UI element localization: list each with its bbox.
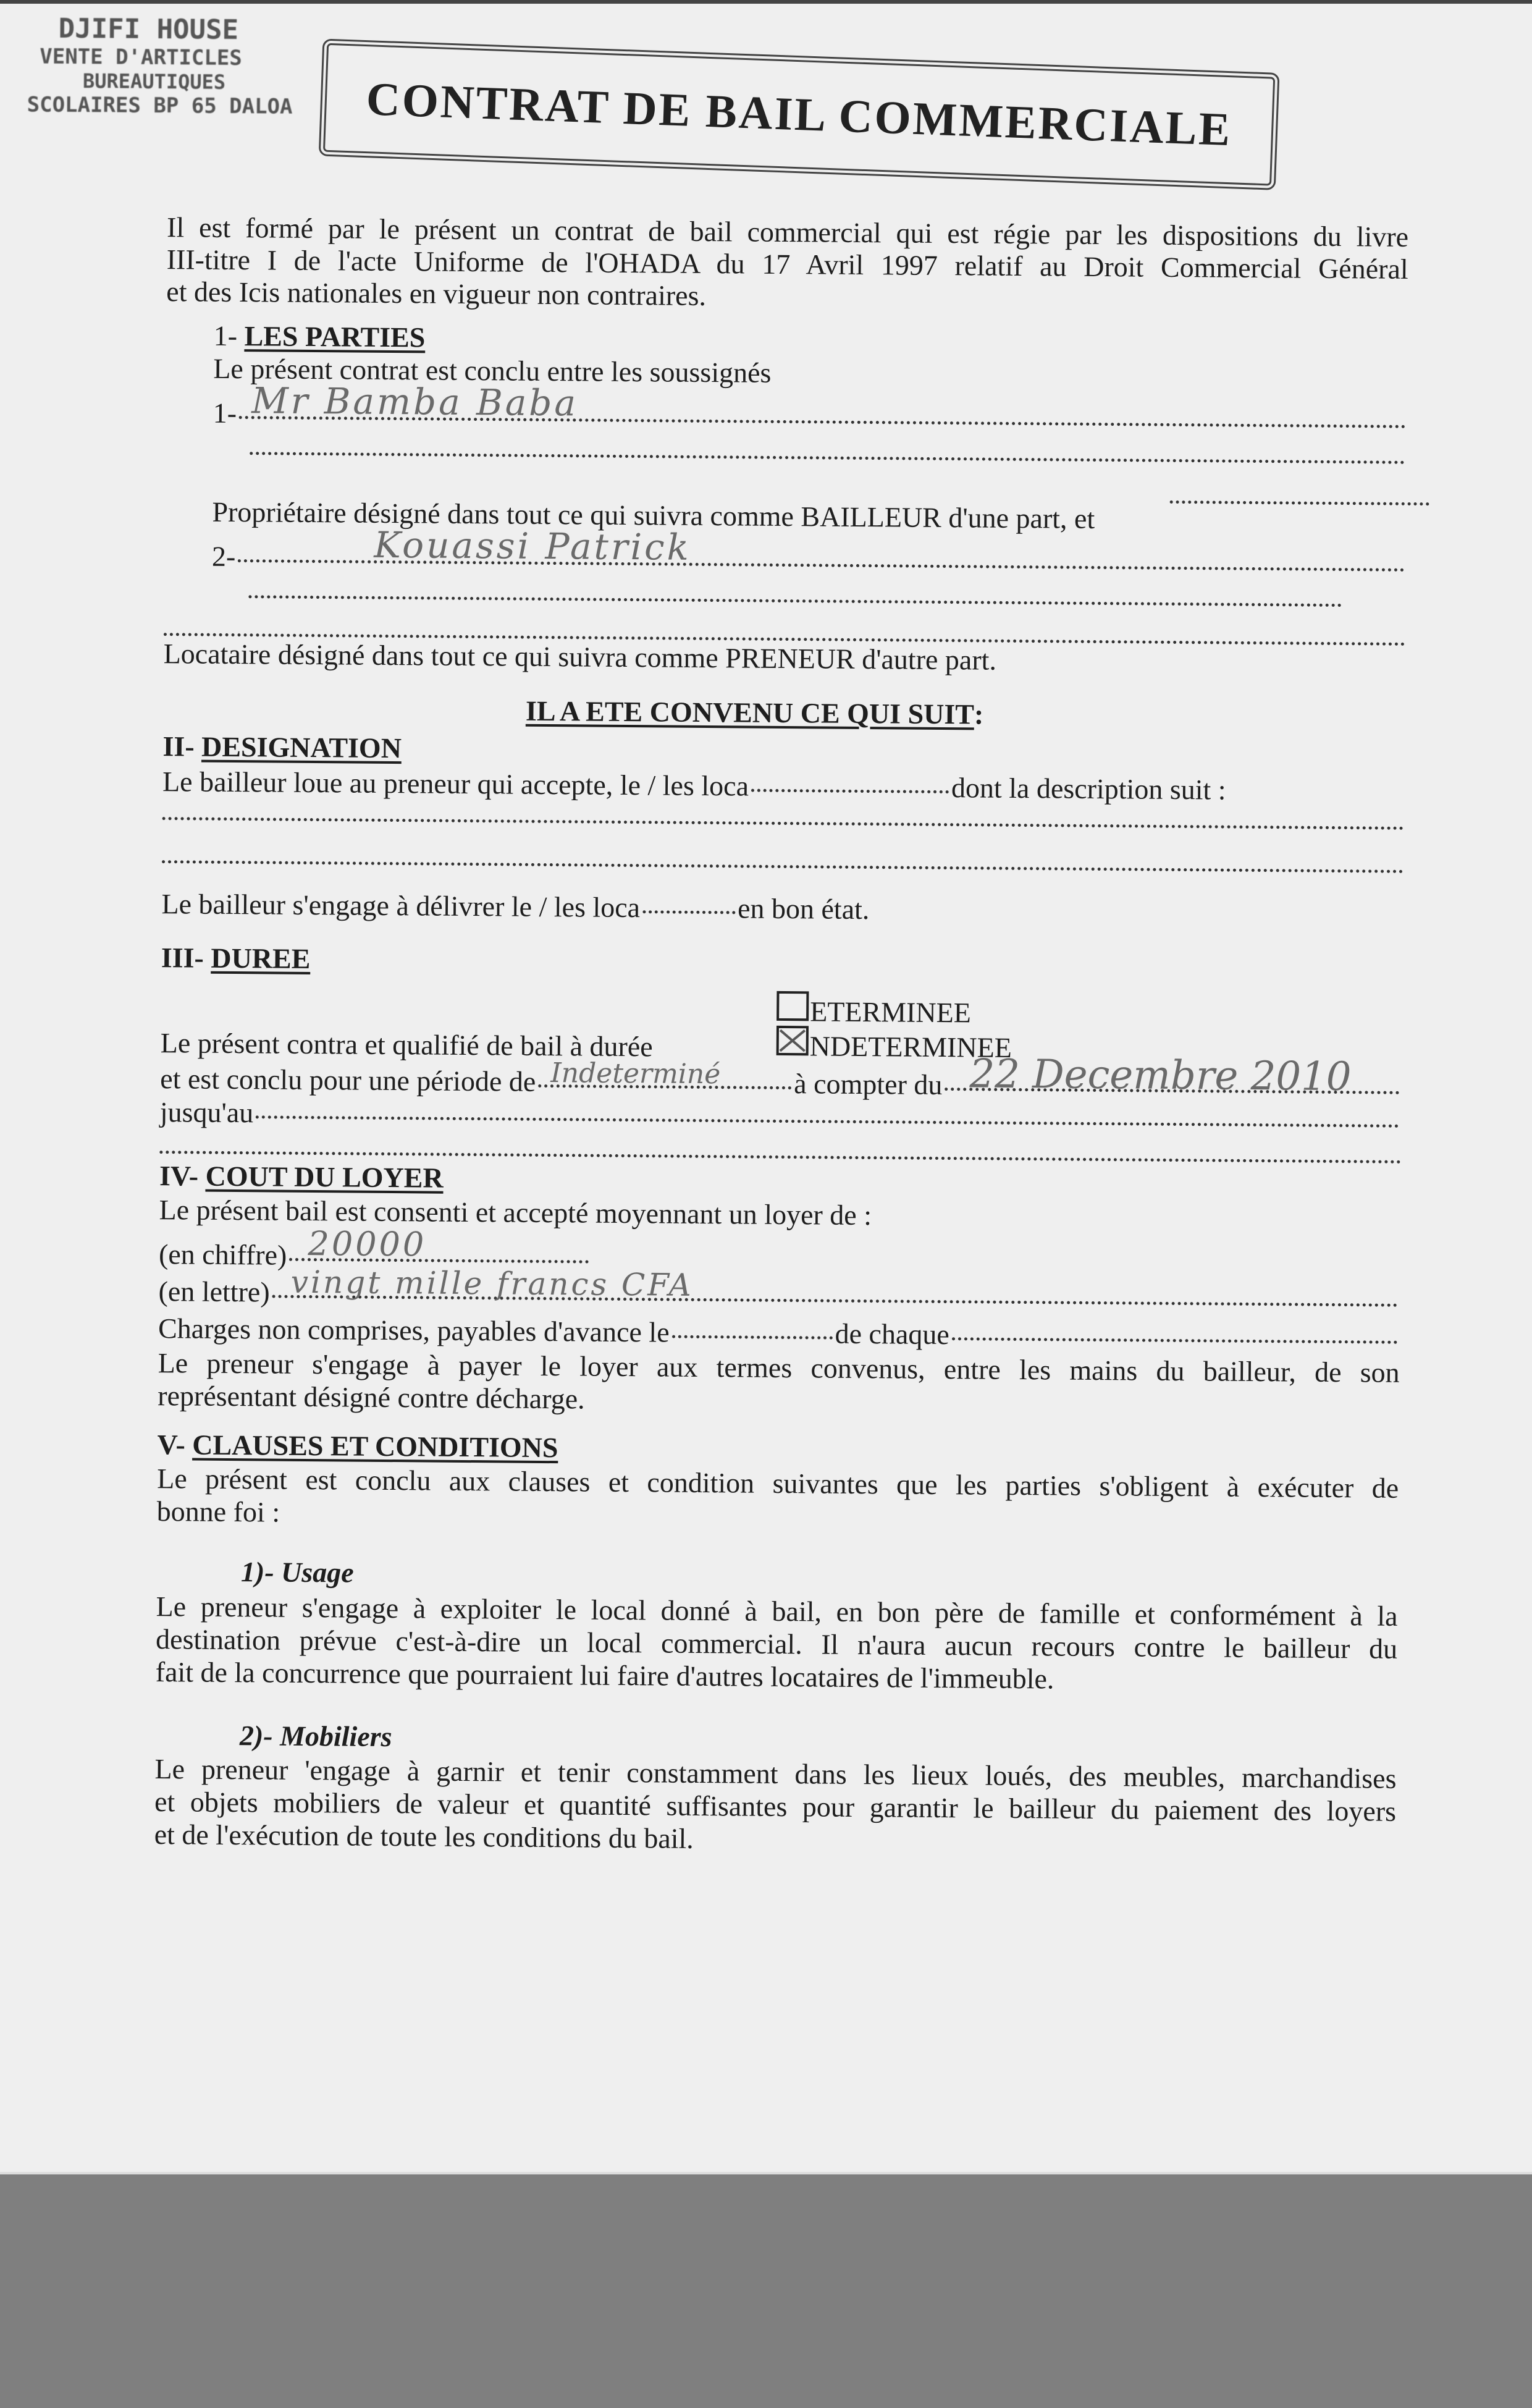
checkbox-indeterminee-checked[interactable] (777, 1026, 809, 1055)
convenu-text: IL A ETE CONVENU CE QUI SUIT (525, 695, 975, 730)
mobiliers-line: et objets mobiliers de valeur et quantité suffisantes pour garantir le bailleur du paiement des loyers (154, 1786, 1397, 1827)
loyer-lettre-field[interactable] (158, 1264, 1400, 1317)
loyer-chiffre-input[interactable] (289, 1223, 589, 1264)
text: Charges non comprises, payables d'avance le (158, 1312, 670, 1348)
page-title: CONTRAT DE BAIL COMMERCIALE (365, 72, 1233, 156)
dotted-line (248, 595, 1342, 607)
clauses-intro: bonne foi : (156, 1495, 280, 1528)
mobiliers-line: Le preneur 'engage à garnir et tenir constamment dans les lieux loués, des meubles, marchandises (154, 1753, 1397, 1794)
party-2-handwriting: Kouassi Patrick (374, 523, 692, 568)
loyer-lettre-handwriting: vingt mille francs CFA (290, 1264, 694, 1303)
stamp-line: SCOLAIRES BP 65 DALOA (27, 92, 293, 119)
checkbox-determinee[interactable] (777, 991, 809, 1021)
text: et est conclu pour une période de (160, 1063, 536, 1097)
mobiliers-title: 2)- Mobiliers (239, 1720, 392, 1753)
payment-line: Le preneur s'engage à payer le loyer aux termes convenus, entre les mains du bailleur, de son (158, 1347, 1400, 1388)
preneur-text: Locataire désigné dans tout ce qui suivra comme PRENEUR d'autre part. (163, 638, 997, 676)
payment-line: représentant désigné contre décharge. (158, 1380, 585, 1415)
convenu-colon: : (974, 698, 984, 730)
section-title: COUT DU LOYER (205, 1160, 444, 1194)
party-1-input[interactable] (239, 379, 1406, 428)
section-number: 1- (213, 319, 238, 352)
loyer-lettre-input[interactable] (272, 1264, 1398, 1307)
text: de chaque (835, 1317, 949, 1351)
section-number: II- (162, 730, 195, 763)
stamp-line: BUREAUTIQUES (82, 69, 226, 94)
section-clauses-heading (157, 1429, 558, 1464)
start-date-handwriting: 22 Decembre 2010 (969, 1051, 1352, 1100)
section-number: V- (157, 1429, 185, 1461)
section-number: IV- (159, 1160, 199, 1192)
section-title: LES PARTIES (244, 320, 426, 353)
intro-line: Il est formé par le présent un contrat de bail commercial qui est régie par les dispositions du livre (166, 211, 1409, 253)
start-date-input[interactable] (945, 1051, 1399, 1100)
stamp-line: DJIFI HOUSE (58, 12, 239, 46)
field-label: 2- (211, 540, 236, 573)
bailleur-text: Propriétaire désigné dans tout ce qui suivra comme BAILLEUR d'une part, et (212, 496, 1095, 534)
loyer-line-1: Le présent bail est consenti et accepté moyennant un loyer de : (159, 1194, 872, 1231)
stamp-line: VENTE D'ARTICLES (40, 44, 242, 71)
usage-title: 1)- Usage (240, 1556, 354, 1589)
company-stamp (27, 12, 312, 157)
periode-input[interactable] (538, 1057, 791, 1091)
duree-line-1: Le présent contra et qualifié de bail à durée (160, 1027, 653, 1063)
text: Le bailleur loue au preneur qui accepte, le / les loca (162, 766, 749, 802)
usage-line: destination prévue c'est-à-dire un local commercial. Il n'aura aucun recours contre le bailleur du (155, 1623, 1398, 1665)
title-box (319, 39, 1280, 190)
dotted-line (162, 860, 1404, 873)
dotted-line (1170, 501, 1429, 505)
party-1-handwriting: Mr Bamba Baba (251, 379, 579, 425)
text: à compter du (794, 1068, 943, 1101)
text: dont la description suit : (951, 772, 1226, 806)
option-label: NDETERMINEE (809, 1030, 1012, 1063)
party-1-field[interactable] (213, 379, 1408, 439)
dotted-line (250, 452, 1405, 464)
option-label: ETERMINEE (809, 995, 972, 1029)
section-title: DESIGNATION (201, 730, 402, 764)
mobiliers-line: et de l'exécution de toute les conditions du bail. (154, 1819, 694, 1854)
field-label: 1- (213, 397, 237, 429)
periode-handwriting: Indeterminé (550, 1057, 721, 1091)
party-2-field[interactable] (211, 523, 1407, 582)
party-2-input[interactable] (238, 523, 1405, 572)
option-determinee[interactable] (777, 991, 971, 1029)
parties-intro: Le présent contrat est conclu entre les soussignés (213, 352, 772, 389)
section-designation-heading (162, 730, 402, 764)
field-label: (en chiffre) (158, 1238, 287, 1271)
text: en bon état. (737, 892, 870, 926)
convenu-heading (526, 695, 984, 731)
intro-line: et des Icis nationales en vigueur non contraires. (166, 276, 707, 311)
section-parties-heading (214, 320, 426, 354)
section-duree-heading (161, 942, 311, 975)
text: jusqu'au (159, 1096, 254, 1129)
intro-line: III-titre I de l'acte Uniforme de l'OHADA du 17 Avril 1997 relatif au Droit Commercial Général (166, 243, 1408, 285)
usage-line: fait de la concurrence que pourraient lui faire d'autres locataires de l'immeuble. (155, 1656, 1054, 1695)
field-label: (en lettre) (158, 1275, 270, 1308)
loyer-chiffre-handwriting: 20000 (308, 1223, 427, 1264)
clauses-intro: Le présent est conclu aux clauses et condition suivantes que les parties s'obligent à exécuter de (157, 1463, 1399, 1504)
text: Le bailleur s'engage à délivrer le / les loca (161, 888, 641, 924)
usage-line: Le preneur s'engage à exploiter le local donné à bail, en bon père de famille et conformément à la (156, 1591, 1398, 1632)
designation-line-1[interactable] (162, 766, 1404, 808)
section-loyer-heading (159, 1160, 444, 1194)
dotted-line (162, 817, 1404, 830)
section-number: III- (161, 942, 204, 974)
section-title: DUREE (211, 942, 311, 974)
section-title: CLAUSES ET CONDITIONS (192, 1429, 558, 1464)
designation-line-2[interactable] (161, 888, 1403, 930)
